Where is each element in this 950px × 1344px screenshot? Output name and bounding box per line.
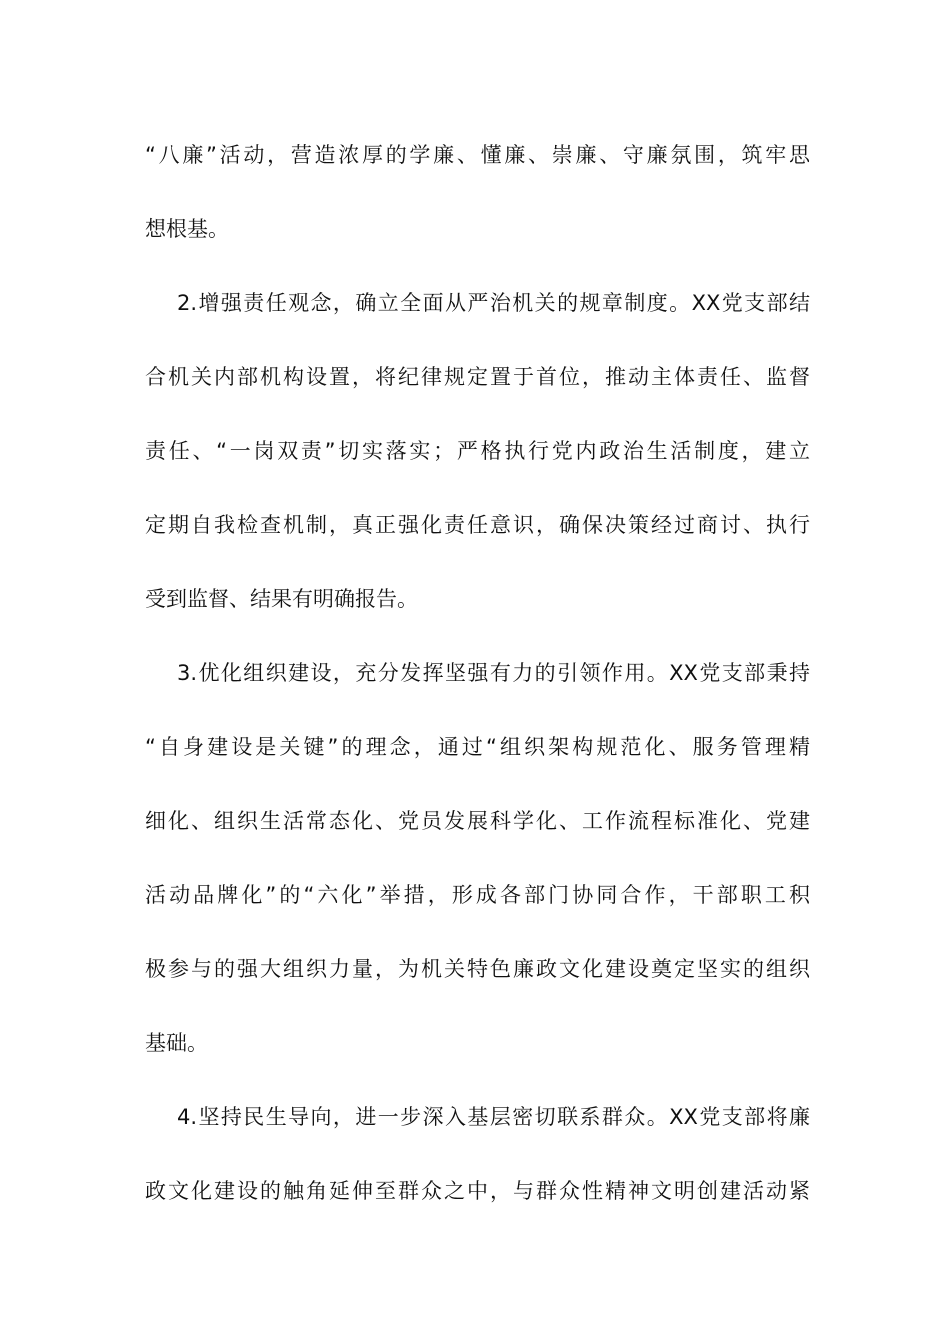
text-line: 3.优化组织建设，充分发挥坚强有力的引领作用。XX党支部秉持 — [177, 661, 810, 685]
text-line: 细化、组织生活常态化、党员发展科学化、工作流程标准化、党建 — [145, 809, 810, 833]
text-line: “自身建设是关键”的理念，通过“组织架构规范化、服务管理精 — [145, 735, 810, 759]
text-line: 受到监督、结果有明确报告。 — [145, 587, 418, 611]
text-line: “八廉”活动，营造浓厚的学廉、懂廉、崇廉、守廉氛围，筑牢思 — [145, 143, 810, 167]
text-line: 合机关内部机构设置，将纪律规定置于首位，推动主体责任、监督 — [145, 365, 810, 389]
text-line: 政文化建设的触角延伸至群众之中，与群众性精神文明创建活动紧 — [145, 1179, 810, 1203]
text-line: 4.坚持民生导向，进一步深入基层密切联系群众。XX党支部将廉 — [177, 1105, 810, 1129]
text-line: 责任、“一岗双责”切实落实；严格执行党内政治生活制度，建立 — [145, 439, 810, 463]
text-line: 基础。 — [145, 1031, 208, 1055]
text-line: 活动品牌化”的“六化”举措，形成各部门协同合作，干部职工积 — [145, 883, 810, 907]
text-line: 定期自我检查机制，真正强化责任意识，确保决策经过商讨、执行 — [145, 513, 810, 537]
text-line: 2.增强责任观念，确立全面从严治机关的规章制度。XX党支部结 — [177, 291, 810, 315]
document-body — [145, 118, 810, 1228]
text-line: 极参与的强大组织力量，为机关特色廉政文化建设奠定坚实的组织 — [145, 957, 810, 981]
text-line: 想根基。 — [145, 217, 229, 241]
